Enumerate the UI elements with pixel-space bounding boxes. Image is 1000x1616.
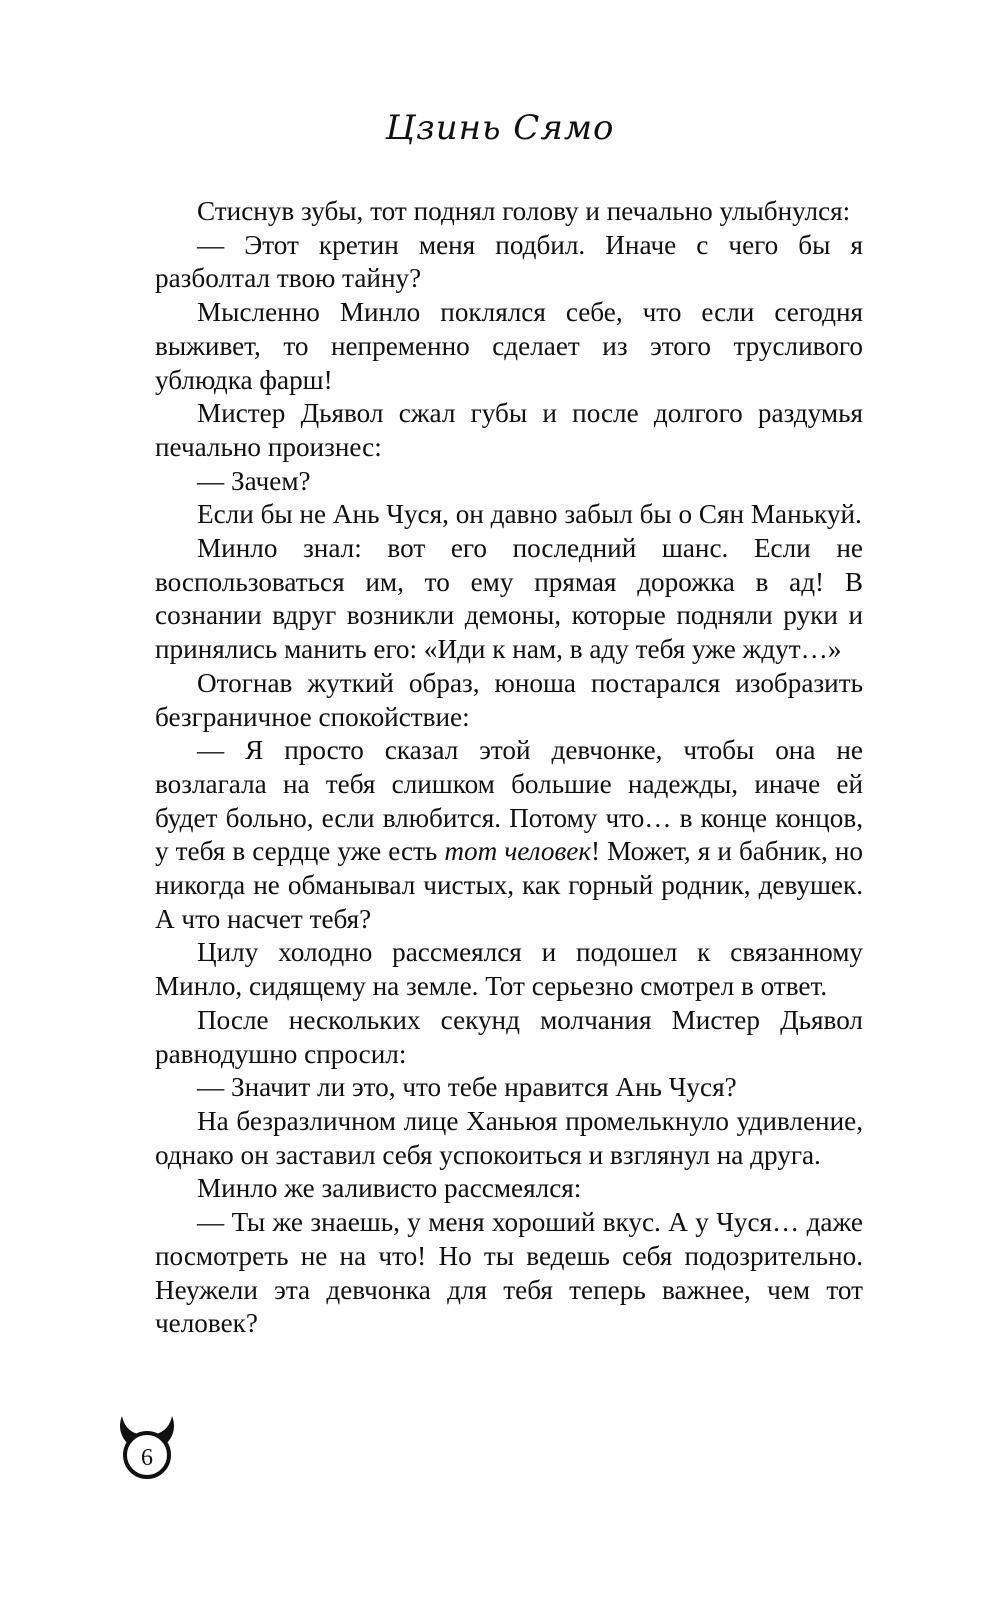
paragraph-with-emphasis [155, 734, 863, 936]
emphasis: тот человек [444, 836, 592, 867]
paragraph: Если бы не Ань Чуся, он давно забыл бы о Сян Манькуй. [197, 499, 862, 530]
paragraph: После нескольких секунд молчания Мистер Дьявол равнодушно спросил: [155, 1004, 863, 1069]
paragraph: — Этот кретин меня подбил. Иначе с чего бы я разболтал твою тайну? [155, 229, 863, 294]
paragraph: — Значит ли это, что тебе нравится Ань Чуся? [197, 1072, 737, 1103]
paragraph: Цилу холодно рассмеялся и подошел к связанному Минло, сидящему на земле. Тот серьезно смотрел в ответ. [155, 937, 863, 1002]
paragraph: Мистер Дьявол сжал губы и после долгого раздумья печально произнес: [155, 398, 863, 462]
page-number-emblem [114, 1412, 194, 1492]
paragraph: Стиснув зубы, тот поднял голову и печально улыбнулся: [197, 196, 851, 226]
text-run: ! Может, я и бабник, но никогда не обманывал чистых, как горный родник, девушек. А что насчет тебя? [155, 836, 863, 934]
paragraph: — Зачем? [197, 465, 311, 496]
body-text [155, 195, 863, 1341]
paragraph: — Ты же знаешь, у меня хороший вкус. А у Чуся… даже посмотреть не на что! Но ты ведешь себя подозрительно. Неужели эта девчонка для тебя теперь важнее, чем тот человек? [155, 1207, 863, 1339]
running-head-author: Цзинь Сямо [385, 108, 615, 148]
text-run: — Я просто сказал этой девчонке, чтобы она не возлагала на тебя слишком большие надежды, иначе ей будет больно, если влюбится. Потому что… в конце концов, у тебя в сердце уже есть [155, 735, 863, 867]
page-number: 6 [141, 1445, 153, 1471]
paragraph: Мысленно Минло поклялся себе, что если сегодня выживет, то непременно сделает из этого трусливого ублюдка фарш! [155, 297, 863, 395]
paragraph: Отогнав жуткий образ, юноша постарался изобразить безграничное спокойствие: [155, 667, 863, 732]
paragraph: Минло же заливисто рассмеялся: [197, 1173, 582, 1204]
paragraph: На безразличном лице Ханьюя промелькнуло удивление, однако он заставил себя успокоиться и взглянул на друга. [155, 1105, 863, 1170]
paragraph: Минло знал: вот его последний шанс. Если не воспользоваться им, то ему прямая дорожка в ад! В сознании вдруг возникли демоны, которые подняли руки и принялись манить его: «Иди к нам, в аду тебя уже ждут…» [155, 533, 863, 665]
